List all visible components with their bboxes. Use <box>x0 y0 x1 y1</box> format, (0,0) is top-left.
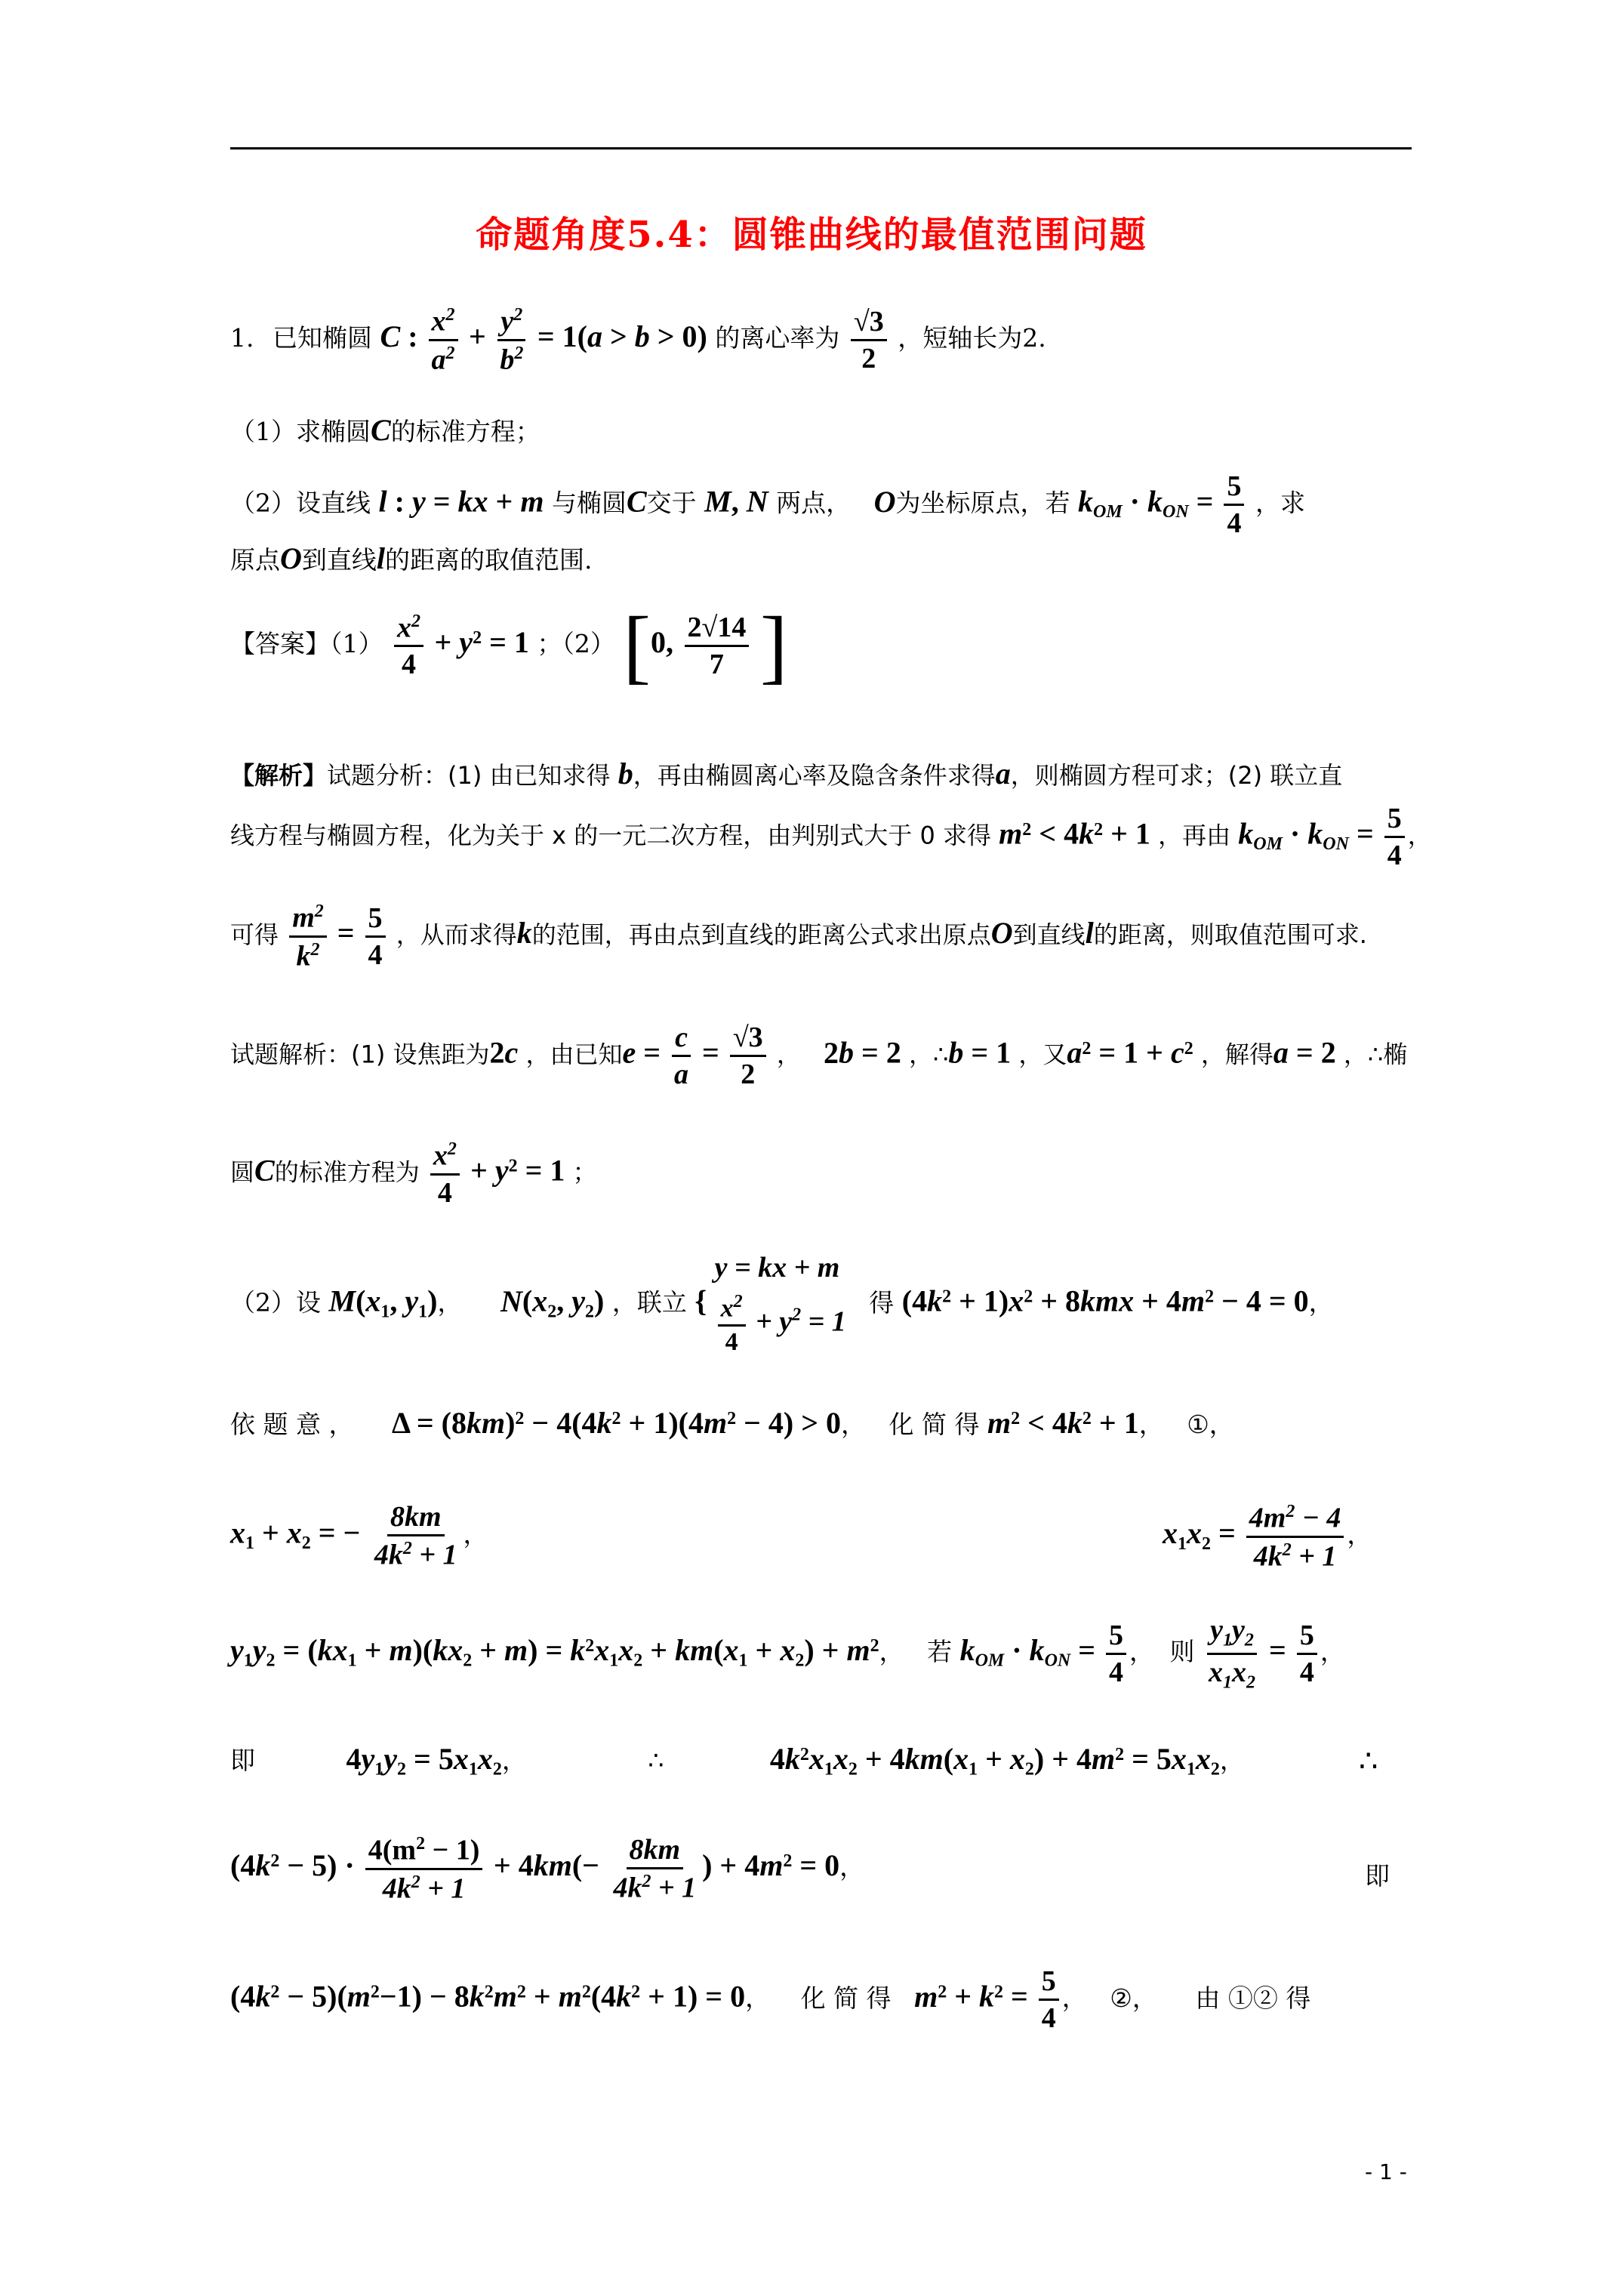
problem-part-2-line-2: 原点O到直线l的距离的取值范围. <box>230 541 593 575</box>
solution-line-1: 试题解析：(1) 设焦距为2c ，由已知e = $\frac{c}{a}$ = $\frac{√3}{2}$ ， 2b = 2 ，∴b = 1 ，又$a^2 = 1 + c^2$ ，解得a = 2 ，∴椭 <box>230 1022 1408 1090</box>
problem-part-2: （2）设直线 l : y = kx + m 与椭圆C交于 M, N 两点， O为坐标原点，若 $k_{OM} \cdot k_{ON}$ = $\frac{5}{4}$ ，求 <box>230 470 1305 539</box>
analysis-line-1: 【解析】试题分析：(1) 由已知求得 b，再由椭圆离心率及隐含条件求得a，则椭圆方程可求；(2) 联立直 <box>230 757 1343 791</box>
solution-line-8: $(4k^2 - 5)$ · $\frac{4(m^2 - 1)}{4k^2 + 1}$ + 4km(− $\frac{8km}{4k^2 + 1}$ ) + $4m^2 = 0$， <box>230 1833 865 1905</box>
solution-line-3: （2）设 $M(x_1$, $y_1$)， $N(x_2$, $y_2$) ，联立 { y = kx + m $\frac{x^2}{4}$ + $y^2 = 1$ 得 $(4k^2 + 1)x^2 + 8kmx + 4m^2 - 4 = 0$， <box>230 1252 1334 1357</box>
solution-line-6: $y_1y_2 = (kx_1 + m)(kx_2 + m) = k^2x_1x_2 + km(x_1 + x_2) + m^2$， 若 $k_{OM} \cdot k_{ON}$ = $\frac{5}{4}$ ， 则 $\frac{y_1y_2}{x_1x_2}$ = $\frac{5}{4}$ ， <box>230 1614 1345 1693</box>
solution-line-5: $x_1 + x_2$ = − $\frac{8km}{4k^2 + 1}$ ， <box>230 1501 488 1571</box>
solution-line-9: $(4k^2 - 5)(m^2-1) - 8k^2m^2 + m^2(4k^2 + 1) = 0$， 化 简 得 $m^2 + k^2$ = $\frac{5}{4}$ ， ②， 由 ①② 得 <box>230 1965 1311 2034</box>
problem-part-1: （1）求椭圆C的标准方程； <box>230 413 540 447</box>
solution-line-2: 圆C的标准方程为 $\frac{x^2}{4}$ + $y^2 = 1$ ； <box>230 1139 597 1209</box>
page-number: - 1 - <box>1365 2159 1407 2184</box>
page-title: 命题角度5.4：圆锥曲线的最值范围问题 <box>476 214 1147 256</box>
therefore-symbol: ∴ <box>1359 1744 1378 1779</box>
header-rule <box>230 147 1412 149</box>
solution-line-4: 依 题 意 ， $\Delta = (8km)^2 - 4(4k^2 + 1)(4m^2 - 4) > 0$， 化 简 得 $m^2 < 4k^2 + 1$， ①， <box>230 1406 1234 1440</box>
answer-line: 【答案】（1） $\frac{x^2}{4}$ + $y^2 = 1$ ；（2） [0, $\frac{2√14}{7}$ ] <box>230 599 788 692</box>
solution-line-8-right: 即 <box>1365 1861 1390 1891</box>
solution-line-7: 即 $4y_1y_2 = 5x_1x_2$， ∴ $4k^2x_1x_2 + 4km(x_1 + x_2) + 4m^2 = 5x_1x_2$， <box>230 1742 1245 1780</box>
solution-line-5-right: $x_1x_2$ = $\frac{4m^2 - 4}{4k^2 + 1}$ ， <box>1163 1502 1372 1573</box>
analysis-line-2: 线方程与椭圆方程，化为关于 x 的一元二次方程，由判别式大于 0 求得 $m^2 < 4k^2 + 1$ ，再由 $k_{OM} \cdot k_{ON}$ = $\frac{5}{4}$ ， <box>230 803 1432 871</box>
problem-line-1: 1. 已知椭圆 C : $\frac{x^2}{a^2}$ + $\frac{y^2}{b^2}$ = 1(a > b > 0) 的离心率为 $\frac{√3}{2}$ ，短轴长为2. <box>230 305 1046 376</box>
analysis-line-3: 可得 $\frac{m^2}{k^2}$ = $\frac{5}{4}$ ，从而求得k的范围，再由点到直线的距离公式求出原点O到直线l的距离，则取值范围可求. <box>230 901 1367 972</box>
